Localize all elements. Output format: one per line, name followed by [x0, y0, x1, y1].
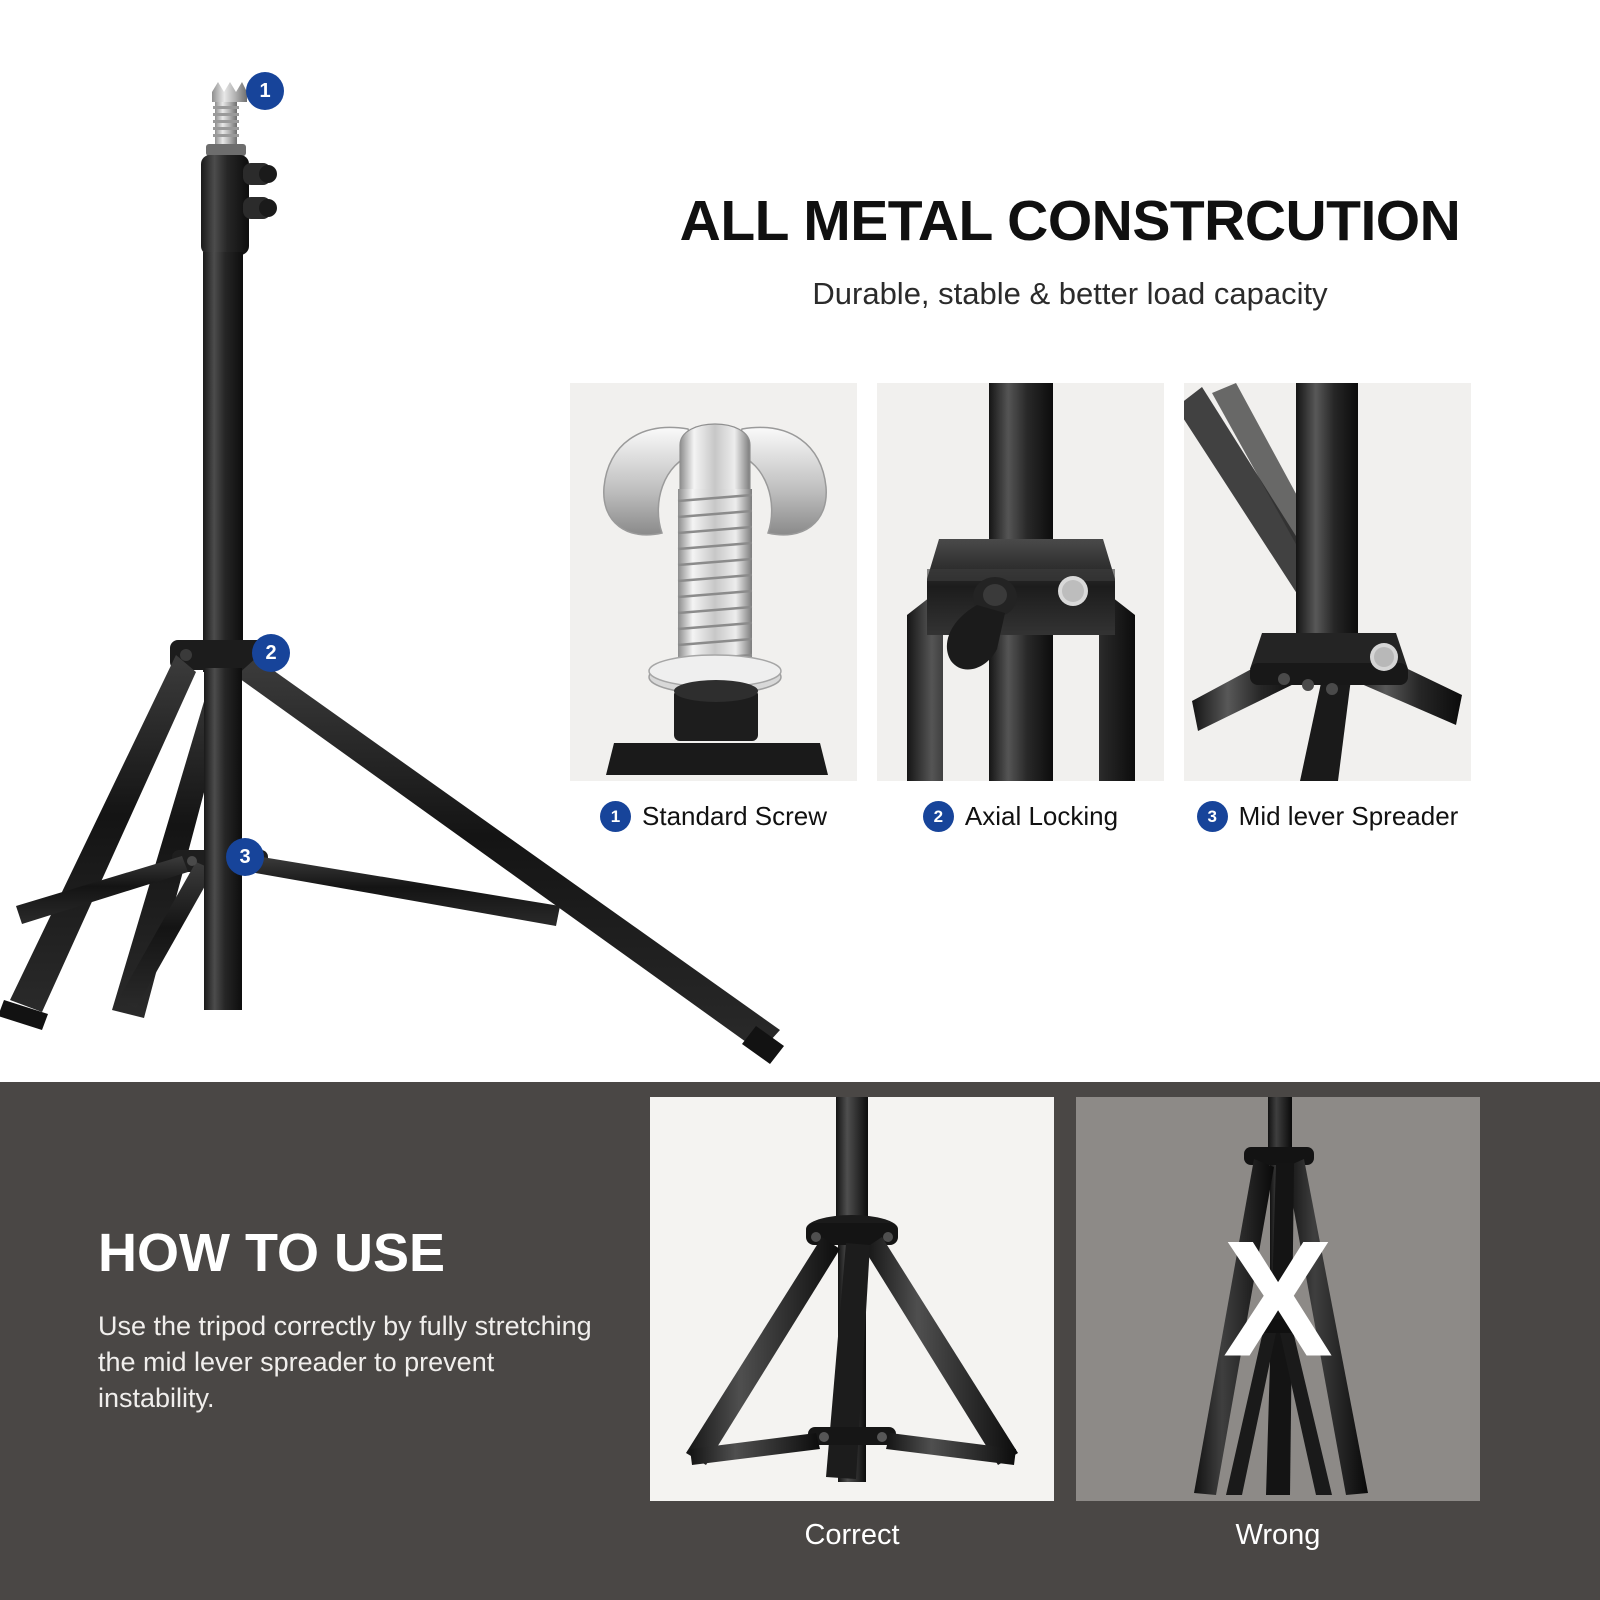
wing-nut-screw-photo — [570, 383, 857, 781]
axial-locking-collar-photo — [877, 383, 1164, 781]
usage-card-wrong — [1076, 1097, 1480, 1552]
feature-caption-1 — [570, 801, 857, 832]
tripod-wrong-photo — [1076, 1097, 1480, 1501]
caption-label-3: Mid lever Spreader — [1238, 801, 1459, 831]
feature-card-standard-screw — [570, 383, 857, 832]
feature-card-mid-lever-spreader — [1184, 383, 1471, 832]
caption-badge-2: 2 — [923, 801, 954, 832]
headline-block — [570, 188, 1570, 312]
center-column — [203, 252, 243, 672]
callout-marker-1: 1 — [246, 72, 284, 110]
how-to-use-body: Use the tripod correctly by fully stretching the mid lever spreader to prevent instability. — [98, 1311, 592, 1414]
caption-label-2: Axial Locking — [964, 801, 1119, 831]
callout-marker-3: 3 — [226, 838, 264, 876]
how-to-use-title: HOW TO USE — [98, 1223, 446, 1283]
page-title: ALL METAL CONSTRCUTION — [679, 189, 1461, 253]
mid-lever-spreader-photo — [1184, 383, 1471, 781]
usage-comparison-row — [650, 1097, 1480, 1552]
feature-caption-3 — [1184, 801, 1471, 832]
how-to-use-section — [0, 1082, 1600, 1600]
caption-badge-3: 3 — [1197, 801, 1228, 832]
axial-locking-collar — [201, 155, 277, 255]
how-to-use-text-block — [98, 1222, 618, 1417]
tripod-correct-photo — [650, 1097, 1054, 1501]
tripod-top-screw — [206, 82, 247, 156]
feature-card-axial-locking — [877, 383, 1164, 832]
caption-label-1: Standard Screw — [642, 801, 827, 831]
feature-caption-2 — [877, 801, 1164, 832]
usage-label-correct: Correct — [804, 1519, 900, 1551]
page-subtitle: Durable, stable & better load capacity — [812, 276, 1328, 311]
usage-label-wrong: Wrong — [1235, 1519, 1321, 1551]
callout-marker-2: 2 — [252, 634, 290, 672]
wrong-x-mark: X — [1222, 1206, 1334, 1391]
usage-card-correct — [650, 1097, 1054, 1552]
feature-card-row — [570, 383, 1570, 832]
caption-badge-1: 1 — [600, 801, 631, 832]
